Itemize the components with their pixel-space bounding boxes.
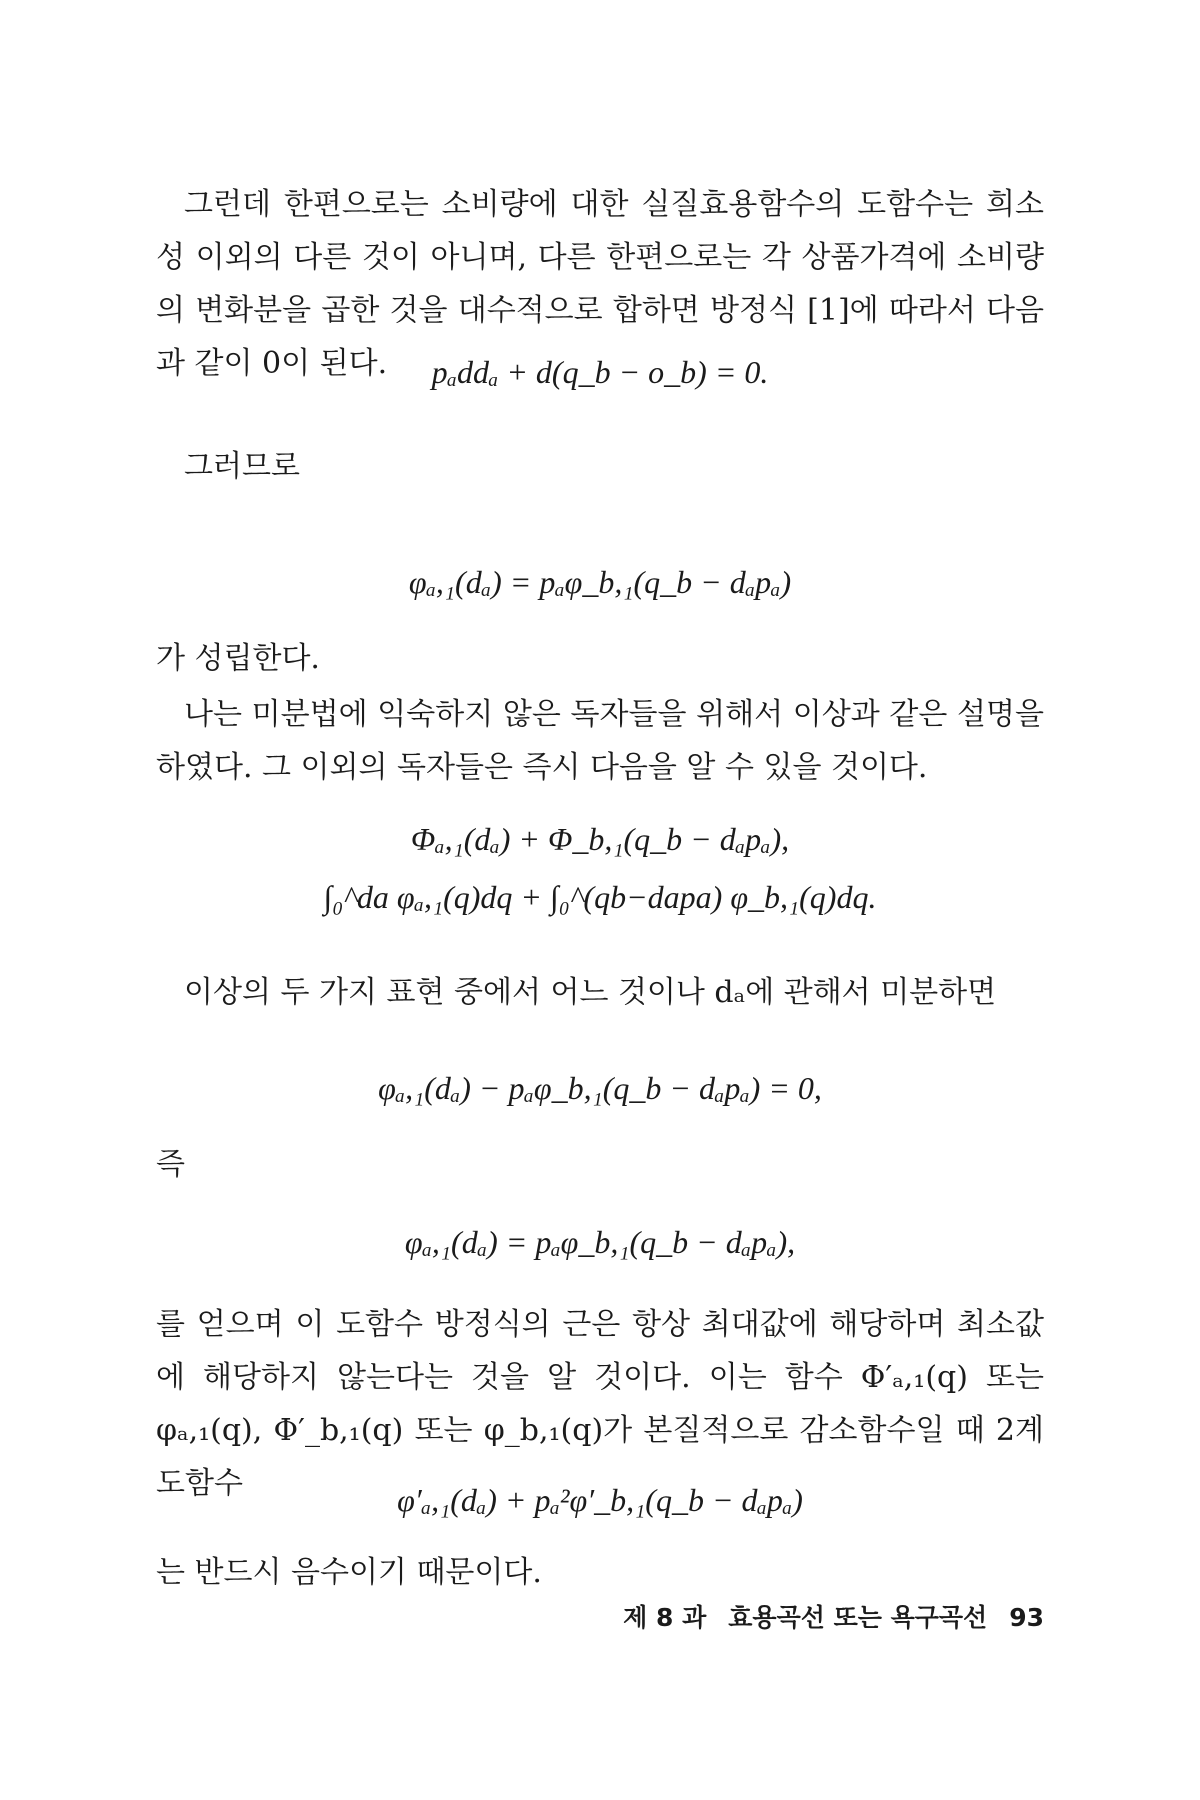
- paragraph-intro: 그런데 한편으로는 소비량에 대한 실질효용함수의 도함수는 희소성 이외의 다른 것이 아니며, 다른 한편으로는 각 상품가격에 소비량의 변화분을 곱한 것을 대수적으로 합하면 방정식 [1]에 따라서 다음과 같이 0이 된다.: [156, 187, 1044, 381]
- paragraph-therefore: 그러므로: [184, 449, 300, 484]
- paragraph-holds: 가 성립한다.: [156, 641, 320, 676]
- equation-equilibrium: φₐ,₁(dₐ) = pₐφ_b,₁(q_b − dₐpₐ): [408, 564, 792, 600]
- footer-title: 효용곡선 또는 욕구곡선: [728, 1603, 988, 1632]
- equation-utility-sum-line1: Φₐ,₁(dₐ) + Φ_b,₁(q_b − dₐpₐ),: [410, 821, 790, 857]
- equation-utility-sum-line2: ∫₀^da φₐ,₁(q)dq + ∫₀^(qb−dapa) φ_b,₁(q)dq.: [323, 879, 877, 915]
- equation-budget: pₐddₐ + d(q_b − o_b) = 0.: [431, 354, 769, 390]
- page-number: 93: [1009, 1603, 1044, 1632]
- paragraph-namely: 즉: [156, 1147, 185, 1182]
- equation-derivative: φₐ,₁(dₐ) − pₐφ_b,₁(q_b − dₐpₐ) = 0,: [378, 1070, 822, 1106]
- page-footer: [156, 1598, 1044, 1638]
- equation-second-derivative: φ′ₐ,₁(dₐ) + pₐ²φ′_b,₁(q_b − dₐpₐ): [397, 1482, 803, 1518]
- equation-utility-sum: [156, 810, 1044, 926]
- paragraph-maximum: 를 얻으며 이 도함수 방정식의 근은 항상 최대값에 해당하며 최소값에 해당하지 않는다는 것을 알 것이다. 이는 함수 Φ′ₐ,₁(q) 또는 φₐ,₁(q), Φ′_b,₁(q) 또는 φ_b,₁(q)가 본질적으로 감소함수일 때 2계 도함수: [156, 1307, 1044, 1501]
- paragraph-negative: 는 반드시 음수이기 때문이다.: [156, 1555, 542, 1590]
- footer-chapter: 제 8 과: [623, 1603, 707, 1632]
- paragraph-explanation: 나는 미분법에 익숙하지 않은 독자들을 위해서 이상과 같은 설명을 하였다. 그 이외의 독자들은 즉시 다음을 알 수 있을 것이다.: [156, 697, 1044, 785]
- paragraph-differentiate: 이상의 두 가지 표현 중에서 어느 것이나 dₐ에 관해서 미분하면: [184, 975, 997, 1010]
- equation-condition: φₐ,₁(dₐ) = pₐφ_b,₁(q_b − dₐpₐ),: [404, 1224, 796, 1260]
